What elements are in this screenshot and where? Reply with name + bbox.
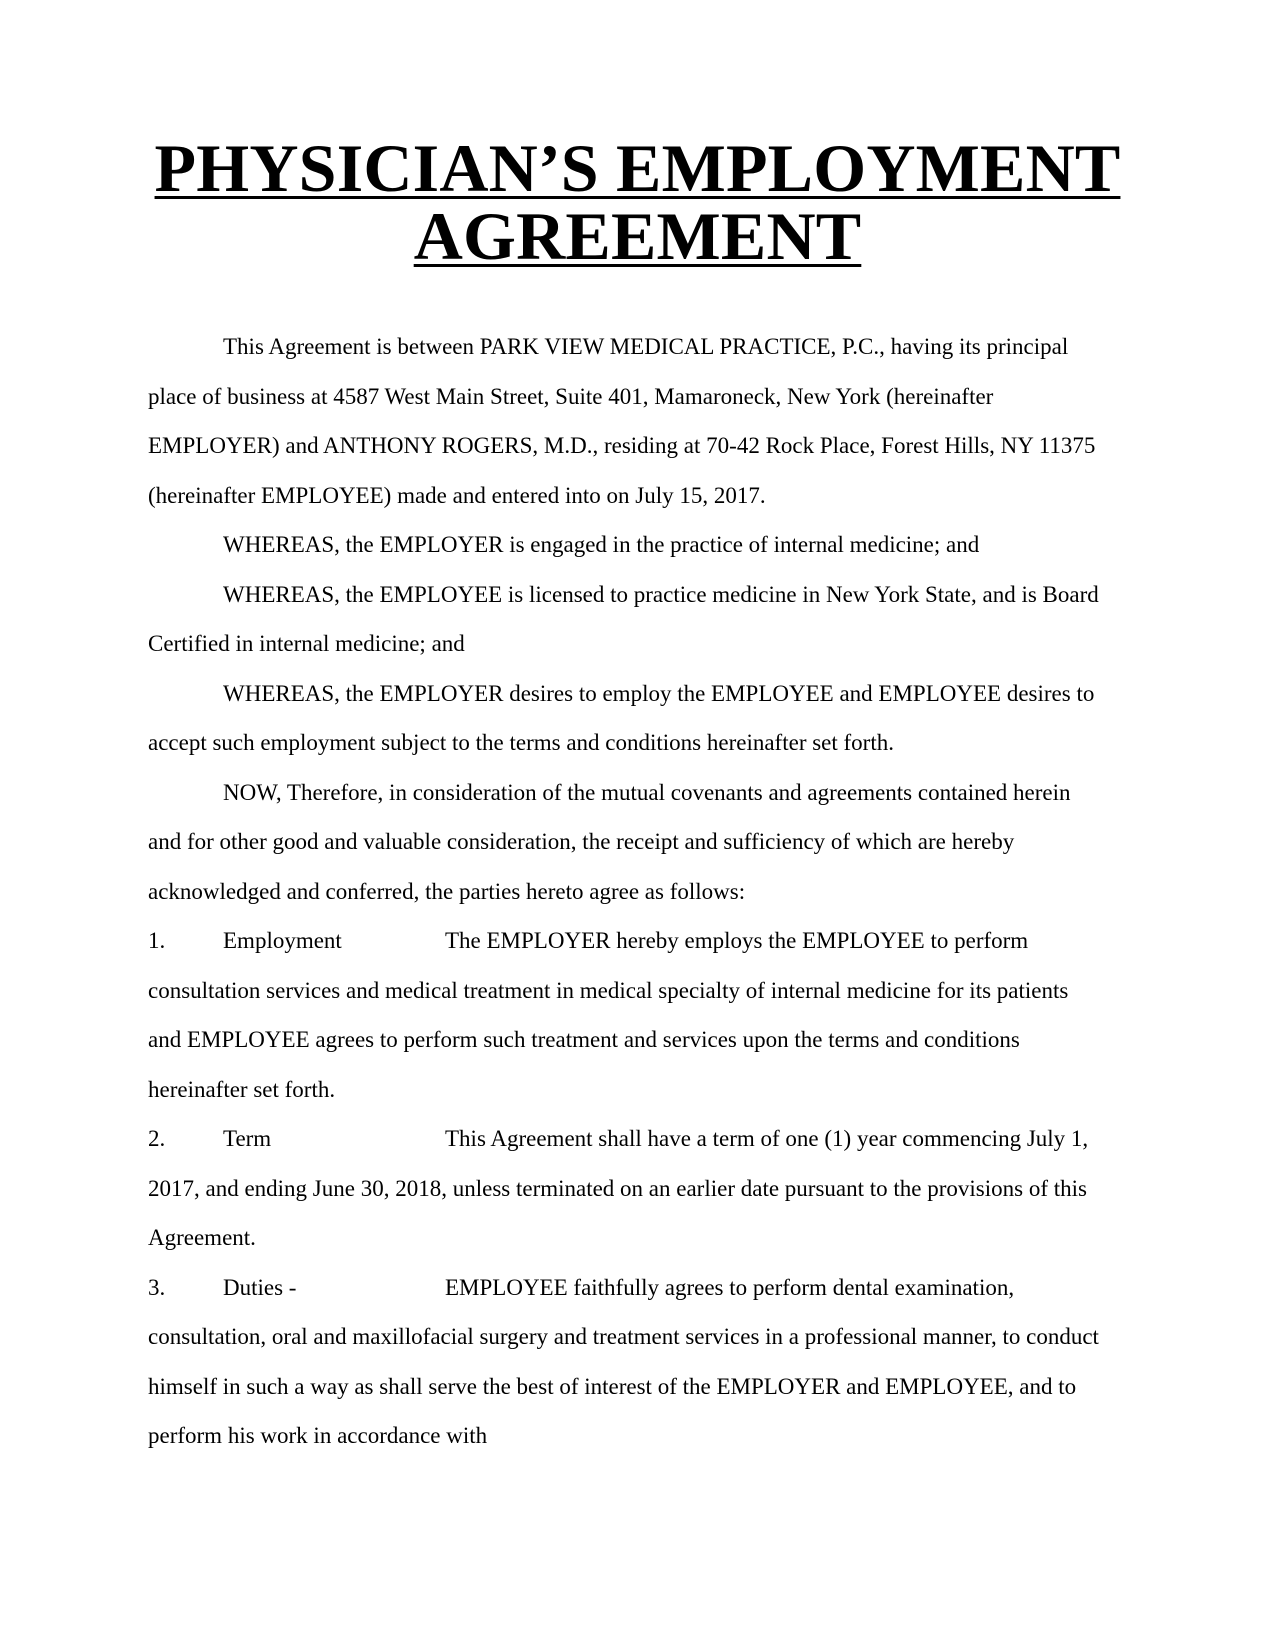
section-term: [148, 1114, 1193, 1263]
section-text-line: consultation services and medical treatment in medical specialty of internal medicine for its patients: [148, 977, 1069, 1003]
section-heading-line: [148, 916, 1193, 966]
title-line-2: AGREEMENT: [413, 198, 862, 274]
document-title: [0, 130, 1275, 274]
section-heading-line: [148, 1114, 1193, 1164]
intro-line: place of business at 4587 West Main Street, Suite 401, Mamaroneck, New York (hereinafter: [148, 383, 994, 409]
section-employment: [148, 916, 1193, 1114]
whereas-line: WHEREAS, the EMPLOYER is engaged in the practice of internal medicine; and: [223, 532, 980, 557]
section-text-line: perform his work in accordance with: [148, 1423, 488, 1448]
section-label: Term: [223, 1126, 272, 1151]
section-text-line: Agreement.: [148, 1225, 256, 1250]
section-number: 3.: [148, 1274, 166, 1300]
intro-line: (hereinafter EMPLOYEE) made and entered into on July 15, 2017.: [148, 482, 766, 508]
section-text-line: and EMPLOYEE agrees to perform such treatment and services upon the terms and conditions: [148, 1027, 1020, 1052]
section-label: Duties -: [223, 1274, 297, 1300]
intro-line: This Agreement is between PARK VIEW MEDICAL PRACTICE, P.C., having its principal: [223, 334, 1069, 359]
section-text: This Agreement shall have a term of one (1) year commencing July 1,: [445, 1126, 1089, 1151]
section-text-line: himself in such a way as shall serve the best of interest of the EMPLOYER and EMPLOYEE, and to: [148, 1373, 1077, 1399]
section-label: Employment: [223, 928, 342, 953]
whereas-line: WHEREAS, the EMPLOYER desires to employ the EMPLOYEE and EMPLOYEE desires to: [223, 680, 1095, 706]
section-text-line: hereinafter set forth.: [148, 1076, 336, 1102]
whereas-paragraph-1: [148, 520, 1193, 570]
section-duties: [148, 1263, 1193, 1461]
whereas-paragraph-2: [148, 570, 1193, 669]
document-body: [148, 322, 1193, 1461]
section-text: The EMPLOYER hereby employs the EMPLOYEE to perform: [445, 928, 1029, 953]
now-line: NOW, Therefore, in consideration of the mutual covenants and agreements contained herein: [223, 779, 1071, 805]
section-text-line: consultation, oral and maxillofacial surgery and treatment services in a professional manner, to conduct: [148, 1324, 1099, 1349]
section-heading-line: [148, 1263, 1193, 1313]
now-therefore-paragraph: [148, 768, 1193, 917]
now-line: and for other good and valuable consideration, the receipt and sufficiency of which are hereby: [148, 829, 1015, 854]
section-text-line: 2017, and ending June 30, 2018, unless terminated on an earlier date pursuant to the provisions of this: [148, 1175, 1087, 1201]
intro-line: EMPLOYER) and ANTHONY ROGERS, M.D., residing at 70-42 Rock Place, Forest Hills, NY 11375: [148, 433, 1096, 458]
whereas-line: WHEREAS, the EMPLOYEE is licensed to practice medicine in New York State, and is Board: [223, 581, 1099, 607]
now-line: acknowledged and conferred, the parties hereto agree as follows:: [148, 878, 746, 904]
whereas-line: Certified in internal medicine; and: [148, 631, 465, 656]
whereas-paragraph-3: [148, 669, 1193, 768]
section-text: EMPLOYEE faithfully agrees to perform dental examination,: [445, 1274, 1015, 1300]
intro-paragraph: [148, 322, 1193, 520]
title-line-1: PHYSICIAN’S EMPLOYMENT: [154, 130, 1121, 206]
whereas-line: accept such employment subject to the terms and conditions hereinafter set forth.: [148, 730, 894, 755]
section-number: 2.: [148, 1126, 166, 1151]
section-number: 1.: [148, 928, 166, 953]
